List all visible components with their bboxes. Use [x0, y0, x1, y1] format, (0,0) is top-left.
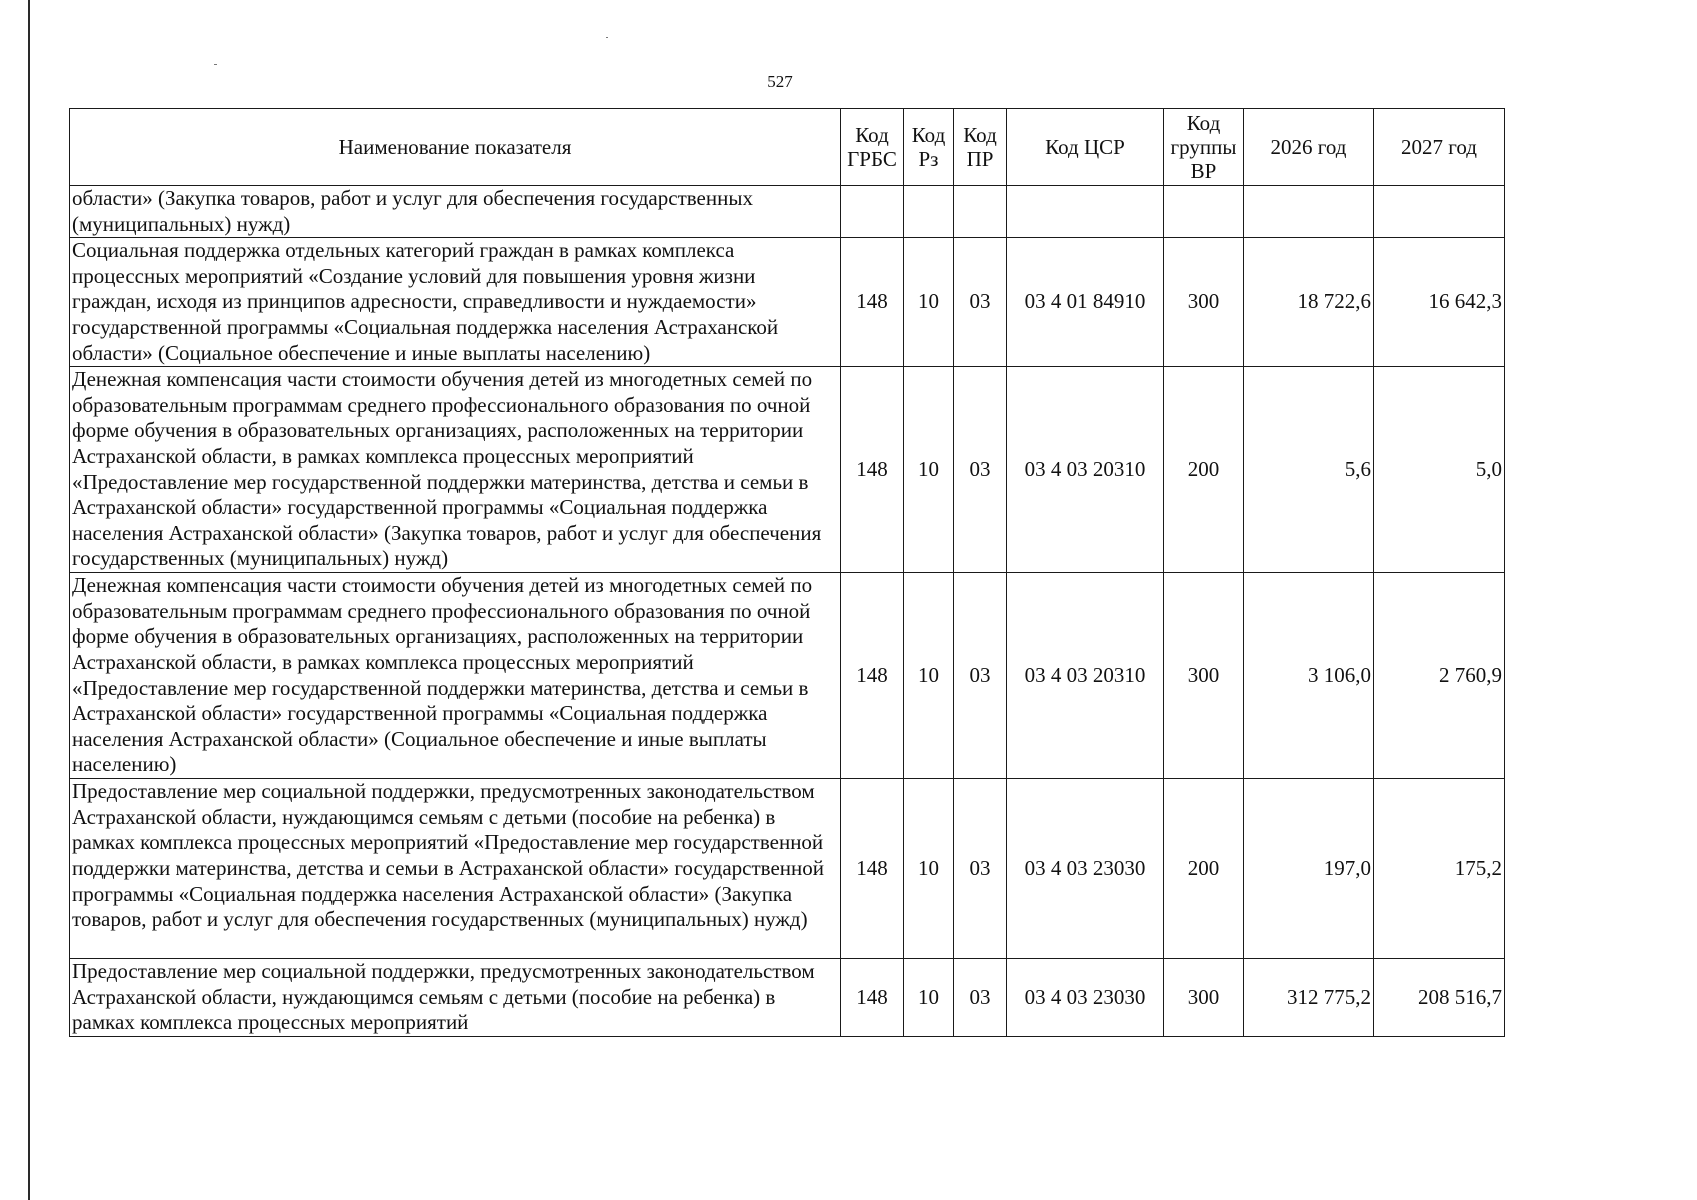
cell-2027: 16 642,3: [1374, 238, 1505, 367]
cell-2026: 3 106,0: [1244, 573, 1374, 779]
cell-grbs: [841, 186, 904, 238]
cell-csr: 03 4 01 84910: [1007, 238, 1164, 367]
cell-pr: 03: [954, 573, 1007, 779]
table-row: [70, 779, 1505, 959]
cell-grbs: 148: [841, 959, 904, 1037]
cell-2026: 18 722,6: [1244, 238, 1374, 367]
cell-grbs: 148: [841, 367, 904, 573]
cell-rz: 10: [904, 238, 954, 367]
page-number: 527: [767, 72, 793, 91]
cell-2027: [1374, 186, 1505, 238]
header-name: Наименование показателя: [70, 109, 841, 186]
cell-vr: 300: [1164, 238, 1244, 367]
cell-name: Предоставление мер социальной поддержки, предусмотренных законодательством Астраханской области, нуждающимся семьям с детьми (пособие на ребенка) в рамках комплекса процессных мероприятий «Предоставление мер государственной поддержки материнства, детства и семьи в Астраханской области» государственной программы «Социальная поддержка населения Астраханской области» (Закупка товаров, работ и услуг для обеспечения государственных (муниципальных) нужд): [70, 779, 841, 959]
cell-2027: 5,0: [1374, 367, 1505, 573]
cell-csr: 03 4 03 23030: [1007, 779, 1164, 959]
header-pr: Код ПР: [954, 109, 1007, 186]
cell-grbs: 148: [841, 779, 904, 959]
cell-pr: [954, 186, 1007, 238]
left-margin-line: [28, 0, 30, 1200]
header-vr: Код группы ВР: [1164, 109, 1244, 186]
cell-csr: 03 4 03 23030: [1007, 959, 1164, 1037]
cell-grbs: 148: [841, 573, 904, 779]
table-row: [70, 238, 1505, 367]
cell-vr: 300: [1164, 573, 1244, 779]
cell-2026: 5,6: [1244, 367, 1374, 573]
cell-csr: 03 4 03 20310: [1007, 573, 1164, 779]
cell-name: области» (Закупка товаров, работ и услуг для обеспечения государственных (муниципальных) нужд): [70, 186, 841, 238]
table-row: [70, 367, 1505, 573]
cell-rz: 10: [904, 367, 954, 573]
budget-table: [69, 108, 1505, 1037]
cell-pr: 03: [954, 959, 1007, 1037]
cell-vr: 200: [1164, 367, 1244, 573]
cell-csr: 03 4 03 20310: [1007, 367, 1164, 573]
table-row: [70, 186, 1505, 238]
cell-name: Социальная поддержка отдельных категорий граждан в рамках комплекса процессных мероприятий «Создание условий для повышения уровня жизни граждан, исходя из принципов адресности, справедливости и нуждаемости» государственной программы «Социальная поддержка населения Астраханской области» (Социальное обеспечение и иные выплаты населению): [70, 238, 841, 367]
header-rz: Код Рз: [904, 109, 954, 186]
cell-2026: 312 775,2: [1244, 959, 1374, 1037]
cell-name: Предоставление мер социальной поддержки, предусмотренных законодательством Астраханской области, нуждающимся семьям с детьми (пособие на ребенка) в рамках комплекса процессных мероприятий: [70, 959, 841, 1037]
cell-rz: 10: [904, 779, 954, 959]
cell-2026: 197,0: [1244, 779, 1374, 959]
cell-2027: 208 516,7: [1374, 959, 1505, 1037]
cell-name: Денежная компенсация части стоимости обучения детей из многодетных семей по образовательным программам среднего профессионального образования по очной форме обучения в образовательных организациях, расположенных на территории Астраханской области, в рамках комплекса процессных мероприятий «Предоставление мер государственной поддержки материнства, детства и семьи в Астраханской области» государственной программы «Социальная поддержка населения Астраханской области» (Закупка товаров, работ и услуг для обеспечения государственных (муниципальных) нужд): [70, 367, 841, 573]
cell-vr: [1164, 186, 1244, 238]
header-csr: Код ЦСР: [1007, 109, 1164, 186]
cell-rz: 10: [904, 959, 954, 1037]
table-row: [70, 573, 1505, 779]
cell-vr: 200: [1164, 779, 1244, 959]
header-row: [70, 109, 1505, 186]
cell-grbs: 148: [841, 238, 904, 367]
cell-2027: 175,2: [1374, 779, 1505, 959]
cell-pr: 03: [954, 779, 1007, 959]
cell-rz: 10: [904, 573, 954, 779]
table-row: [70, 959, 1505, 1037]
cell-2027: 2 760,9: [1374, 573, 1505, 779]
cell-vr: 300: [1164, 959, 1244, 1037]
cell-name: Денежная компенсация части стоимости обучения детей из многодетных семей по образовательным программам среднего профессионального образования по очной форме обучения в образовательных организациях, расположенных на территории Астраханской области, в рамках комплекса процессных мероприятий «Предоставление мер государственной поддержки материнства, детства и семьи в Астраханской области» государственной программы «Социальная поддержка населения Астраханской области» (Социальное обеспечение и иные выплаты населению): [70, 573, 841, 779]
cell-pr: 03: [954, 367, 1007, 573]
cell-csr: [1007, 186, 1164, 238]
scan-speck: [214, 64, 217, 65]
header-2027: 2027 год: [1374, 109, 1505, 186]
header-grbs: Код ГРБС: [841, 109, 904, 186]
cell-rz: [904, 186, 954, 238]
header-2026: 2026 год: [1244, 109, 1374, 186]
scan-speck: [606, 37, 608, 38]
cell-2026: [1244, 186, 1374, 238]
cell-pr: 03: [954, 238, 1007, 367]
